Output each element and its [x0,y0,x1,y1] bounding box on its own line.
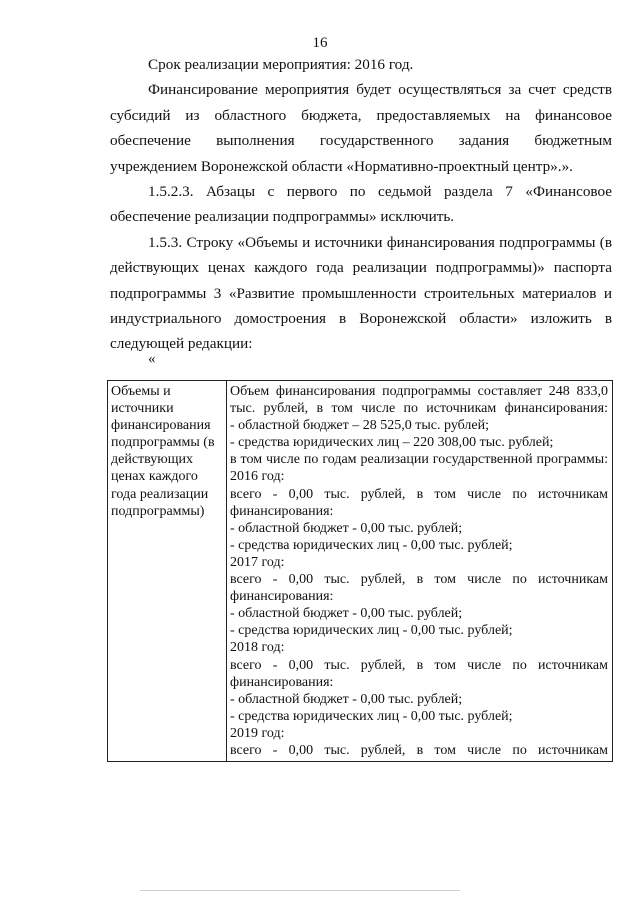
opening-quote: « [148,351,156,367]
table-row [108,381,613,762]
summary-regional-budget: - областной бюджет – 28 525,0 тыс. рублей; [230,418,489,434]
year-total: всего - 0,00 тыс. рублей, в том числе по источникам финансирования: [230,572,608,605]
row-content-cell [227,381,613,762]
year-legal-entities: - средства юридических лиц - 0,00 тыс. рублей; [230,623,513,639]
summary-legal-entities: - средства юридических лиц – 220 308,00 тыс. рублей; [230,435,554,451]
year-regional-budget: - областной бюджет - 0,00 тыс. рублей; [230,606,463,622]
paragraph-1-5-2-3: 1.5.2.3. Абзацы с первого по седьмой раздела 7 «Финансовое обеспечение реализации подпрограммы» исключить. [110,183,612,226]
year-legal-entities: - средства юридических лиц - 0,00 тыс. рублей; [230,537,513,553]
year-heading: 2017 год: [230,554,285,570]
paragraph-1-5-3: 1.5.3. Строку «Объемы и источники финансирования подпрограммы (в действующих ценах каждого года реализации подпрограммы)» паспорта подпрограммы 3 «Развитие промышленности строительных материалов и индустриального домостроения в Воронежской области» изложить в следующей редакции: [110,233,612,353]
body-text [110,52,612,357]
paragraph-financing-source: Финансирование мероприятия будет осуществляться за счет средств субсидий из областного бюджета, предоставляемых на финансовое обеспечение выполнения государственного задания бюджетным учреждением Воронежской области «Нормативно-проектный центр».». [110,81,612,175]
year-total: всего - 0,00 тыс. рублей, в том числе по источникам финансирования: [230,657,608,690]
financing-summary: Объем финансирования подпрограммы составляет 248 833,0 тыс. рублей, в том числе по источникам финансирования: [230,384,608,417]
page-number: 16 [312,35,328,51]
year-legal-entities: - средства юридических лиц - 0,00 тыс. рублей; [230,708,513,724]
year-heading: 2016 год: [230,469,285,485]
year-regional-budget: - областной бюджет - 0,00 тыс. рублей; [230,691,463,707]
by-years-intro: в том числе по годам реализации государственной программы: [230,452,608,468]
row-label-cell: Объемы и источники финансирования подпрограммы (в действующих ценах каждого года реализации подпрограммы) [108,381,227,762]
year-total: всего - 0,00 тыс. рублей, в том числе по источникам [230,742,608,758]
scan-edge-line [140,890,460,891]
paragraph-implementation-period: Срок реализации мероприятия: 2016 год. [148,56,414,73]
year-total: всего - 0,00 тыс. рублей, в том числе по источникам финансирования: [230,486,608,519]
financing-table [107,380,613,762]
year-heading: 2019 год: [230,725,285,741]
year-regional-budget: - областной бюджет - 0,00 тыс. рублей; [230,520,463,536]
year-heading: 2018 год: [230,640,285,656]
